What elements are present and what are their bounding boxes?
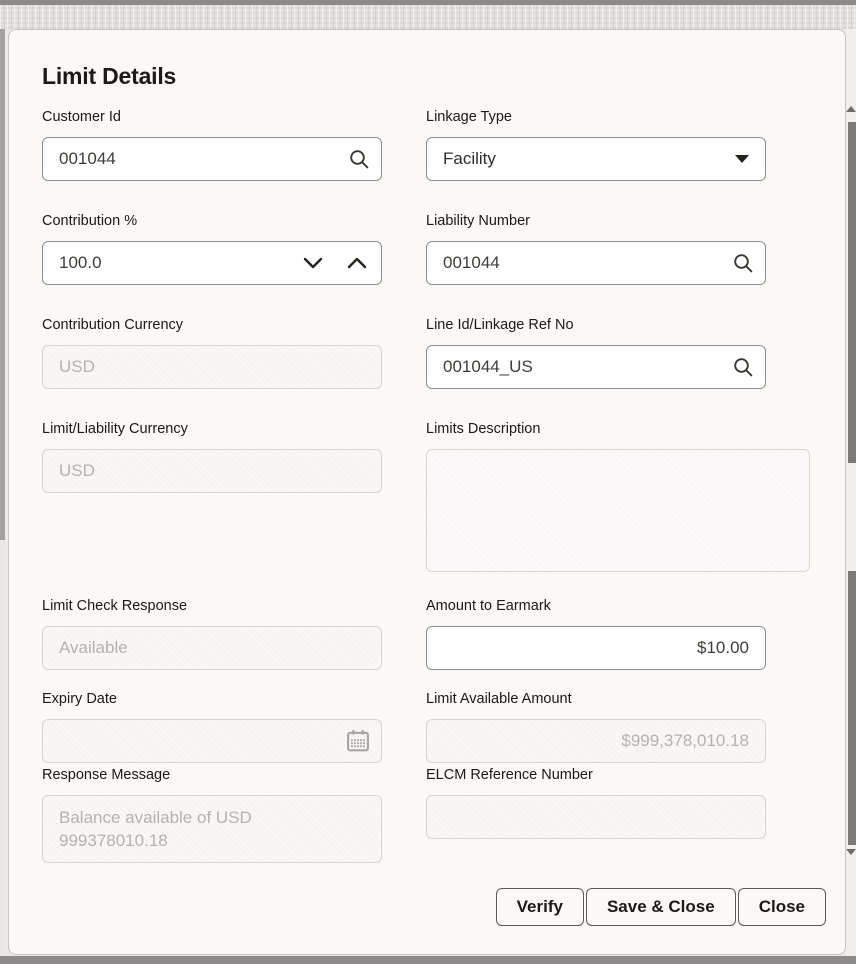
line-id-input[interactable]	[426, 345, 766, 389]
background-texture-band	[0, 5, 856, 29]
form-row-1	[42, 109, 845, 181]
liability-number-input[interactable]	[426, 241, 766, 285]
close-button[interactable]: Close	[738, 888, 826, 926]
stepper-up-icon[interactable]	[346, 255, 368, 271]
amount-to-earmark-input[interactable]	[426, 626, 766, 670]
limit-liability-currency-field: USD	[42, 449, 382, 493]
contribution-pct-group	[42, 213, 382, 285]
dialog-footer	[42, 888, 826, 926]
limit-available-amount-label: Limit Available Amount	[426, 691, 572, 707]
background-left-strip-lower	[0, 540, 5, 955]
linkage-type-select[interactable]	[426, 137, 766, 181]
limit-check-response-label: Limit Check Response	[42, 598, 188, 614]
expiry-date-label: Expiry Date	[42, 691, 117, 707]
contribution-currency-field: USD	[42, 345, 382, 389]
calendar-icon[interactable]	[344, 727, 372, 755]
page-title: Limit Details	[42, 63, 177, 89]
form-row-3	[42, 317, 845, 389]
line-id-label: Line Id/Linkage Ref No	[426, 317, 574, 333]
customer-id-label: Customer Id	[42, 109, 121, 125]
limit-liability-currency-label: Limit/Liability Currency	[42, 421, 188, 437]
elcm-reference-label: ELCM Reference Number	[426, 767, 593, 783]
contribution-pct-label: Contribution %	[42, 213, 138, 229]
response-message-group	[42, 767, 382, 863]
form-row-4	[42, 421, 845, 577]
scrollbar-thumb-lower[interactable]	[848, 571, 856, 845]
linkage-type-value: Facility	[443, 149, 496, 168]
form-row-2	[42, 213, 845, 285]
elcm-reference-group	[426, 767, 766, 839]
liability-number-label: Liability Number	[426, 213, 530, 229]
contribution-pct-input[interactable]	[42, 241, 382, 285]
customer-id-input[interactable]	[42, 137, 382, 181]
expiry-date-group	[42, 691, 382, 763]
limit-liability-currency-group	[42, 421, 382, 493]
limits-description-textarea[interactable]	[426, 449, 810, 572]
form-row-6	[42, 691, 845, 763]
expiry-date-input[interactable]	[42, 719, 382, 763]
contribution-currency-group	[42, 317, 382, 389]
form-row-5	[42, 598, 845, 670]
window-bottom-edge	[0, 956, 856, 964]
save-and-close-button[interactable]: Save & Close	[586, 888, 736, 926]
elcm-reference-input[interactable]	[426, 795, 766, 839]
search-icon[interactable]	[348, 148, 370, 170]
customer-id-group	[42, 109, 382, 181]
response-message-label: Response Message	[42, 767, 171, 783]
liability-number-group	[426, 213, 766, 285]
limit-details-dialog	[8, 29, 846, 955]
scrollbar-down-arrow-icon[interactable]	[846, 849, 856, 855]
limit-available-amount-field: $999,378,010.18	[426, 719, 766, 763]
response-message-field: Balance available of USD 999378010.18	[42, 795, 382, 863]
limit-check-response-group	[42, 598, 382, 670]
linkage-type-group	[426, 109, 766, 181]
form-row-7	[42, 767, 845, 863]
line-id-group	[426, 317, 766, 389]
stepper-down-icon[interactable]	[302, 255, 324, 271]
verify-button[interactable]: Verify	[496, 888, 584, 926]
limits-description-label: Limits Description	[426, 421, 541, 437]
limit-check-response-field: Available	[42, 626, 382, 670]
search-icon[interactable]	[732, 356, 754, 378]
scrollbar-thumb-upper[interactable]	[848, 122, 856, 463]
limits-description-group	[426, 421, 766, 577]
limit-available-amount-group	[426, 691, 766, 763]
background-left-strip	[0, 29, 5, 540]
dropdown-arrow-icon	[735, 155, 749, 163]
scrollbar-up-arrow-icon[interactable]	[846, 106, 856, 112]
amount-to-earmark-group	[426, 598, 766, 670]
linkage-type-label: Linkage Type	[426, 109, 512, 125]
search-icon[interactable]	[732, 252, 754, 274]
contribution-currency-label: Contribution Currency	[42, 317, 184, 333]
amount-to-earmark-label: Amount to Earmark	[426, 598, 551, 614]
